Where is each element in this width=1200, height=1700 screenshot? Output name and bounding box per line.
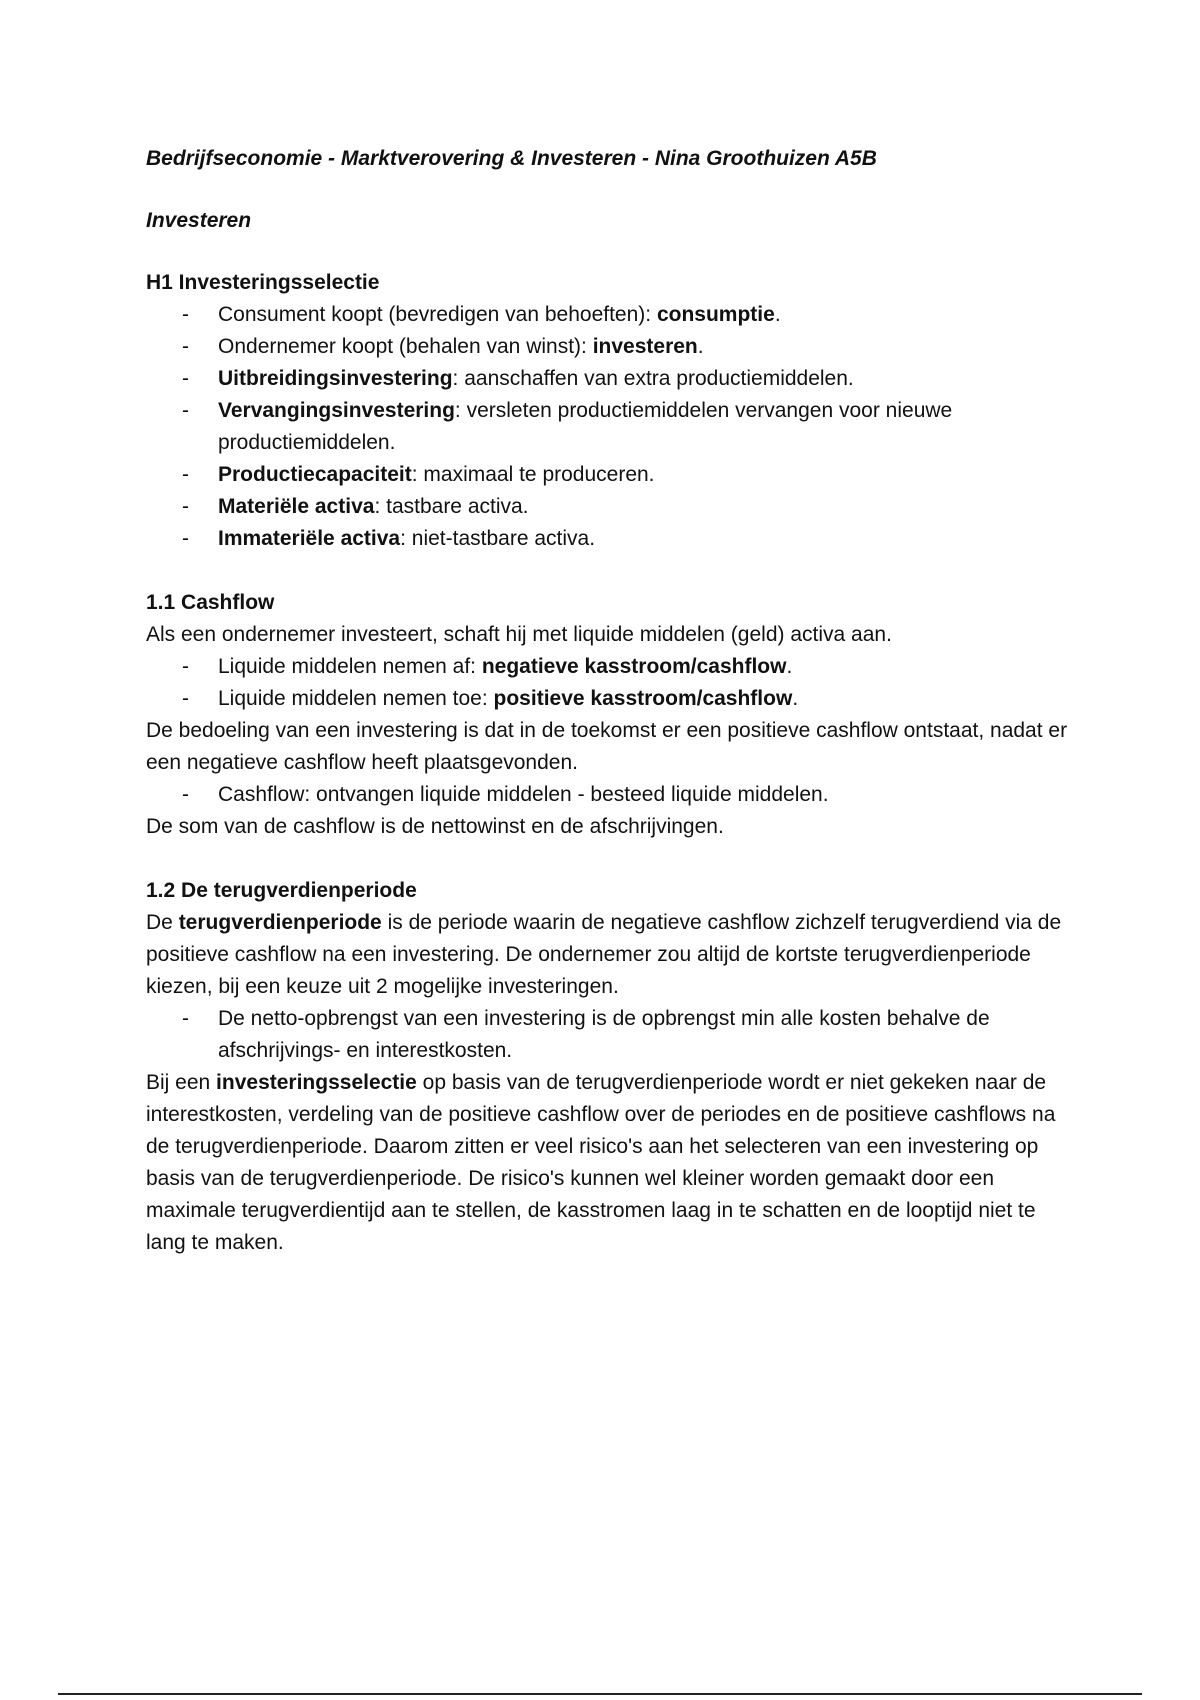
payback-paragraph-1: De terugverdienperiode is de periode waarin de negatieve cashflow zichzelf terugverdiend via de positieve cashflow na een investering. De ondernemer zou altijd de kortste terugverdienperiode kiezen, bij een keuze uit 2 mogelijke investeringen. (146, 911, 1062, 998)
list-item: - Liquide middelen nemen toe: positieve kasstroom/cashflow. (146, 683, 1076, 715)
bullet-dash: - (182, 495, 189, 518)
bullet-dash: - (182, 303, 189, 326)
cashflow-list-2 (146, 779, 1076, 811)
bullet-dash: - (182, 655, 189, 678)
bullet-dash: - (182, 367, 189, 390)
payback-paragraph-2: Bij een investeringsselectie op basis van de terugverdienperiode wordt er niet gekeken naar de interestkosten, verdeling van de positieve cashflow over de periodes en de positieve cashflows na de terugverdienperiode. Daarom zitten er veel risico's aan het selecteren van een investering op basis van de terugverdienperiode. De risico's kunnen wel kleiner worden gemaakt door een maximale terugverdientijd aan te stellen, de kasstromen laag in te schatten en de looptijd niet te lang te maken. (146, 1071, 1056, 1254)
list-item: - Materiële activa: tastbare activa. (146, 491, 1076, 523)
list-item: - Uitbreidingsinvestering: aanschaffen van extra productiemiddelen. (146, 363, 1076, 395)
bullet-dash: - (182, 399, 189, 422)
spacer (146, 843, 1076, 875)
list-item: - De netto-opbrengst van een investering is de opbrengst min alle kosten behalve de afschrijvings- en interestkosten. (146, 1003, 1076, 1067)
list-item: - Liquide middelen nemen af: negatieve kasstroom/cashflow. (146, 651, 1076, 683)
bullet-dash: - (182, 1007, 189, 1030)
spacer (146, 555, 1076, 587)
list-item: - Immateriële activa: niet-tastbare activa. (146, 523, 1076, 555)
list-item: - Productiecapaciteit: maximaal te produceren. (146, 459, 1076, 491)
bottom-divider (58, 1693, 1142, 1695)
document-subtitle: Investeren (146, 209, 252, 232)
list-item: - Ondernemer koopt (behalen van winst): investeren. (146, 331, 1076, 363)
cashflow-paragraph: De bedoeling van een investering is dat in de toekomst er een positieve cashflow ontstaat, nadat er een negatieve cashflow heeft plaatsgevonden. (146, 719, 1068, 774)
list-item: - Cashflow: ontvangen liquide middelen - besteed liquide middelen. (146, 779, 1076, 811)
list-item: - Vervangingsinvestering: versleten productiemiddelen vervangen voor nieuwe productiemiddelen. (146, 395, 1076, 459)
section-heading-h1: H1 Investeringsselectie (146, 271, 380, 294)
bullet-dash: - (182, 783, 189, 806)
list-item: - Consument koopt (bevredigen van behoeften): consumptie. (146, 299, 1076, 331)
bullet-dash: - (182, 687, 189, 710)
document-page (146, 143, 1076, 1259)
h1-list (146, 299, 1076, 555)
section-heading-cashflow: 1.1 Cashflow (146, 591, 275, 614)
cashflow-closing: De som van de cashflow is de nettowinst en de afschrijvingen. (146, 815, 724, 838)
bullet-dash: - (182, 463, 189, 486)
payback-list (146, 1003, 1076, 1067)
document-title: Bedrijfseconomie - Marktverovering & Investeren - Nina Groothuizen A5B (146, 147, 877, 170)
section-heading-payback: 1.2 De terugverdienperiode (146, 879, 417, 902)
bullet-dash: - (182, 335, 189, 358)
bullet-dash: - (182, 527, 189, 550)
cashflow-intro: Als een ondernemer investeert, schaft hij met liquide middelen (geld) activa aan. (146, 623, 892, 646)
cashflow-list (146, 651, 1076, 715)
